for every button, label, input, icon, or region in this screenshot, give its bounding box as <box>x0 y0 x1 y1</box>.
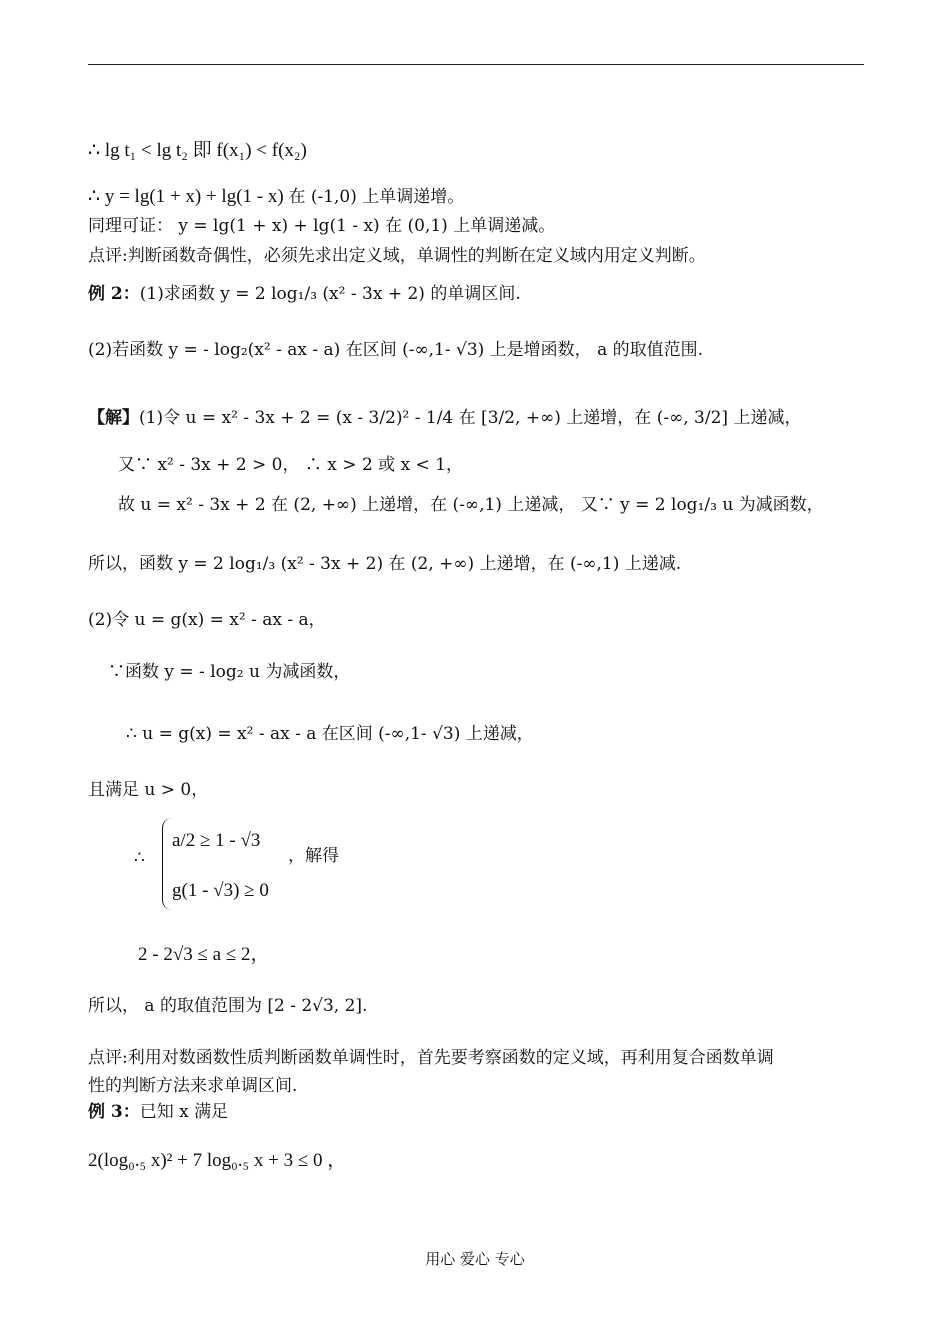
example-2-part-2: (2)若函数 y = - log₂(x² - ax - a) 在区间 (-∞,1- √3) 上是增函数， a 的取值范围. <box>88 340 704 360</box>
header-rule <box>88 64 864 65</box>
solution-6: ∵函数 y = - log₂ u 为减函数， <box>108 662 351 682</box>
solution-8: 且满足 u > 0， <box>88 780 209 800</box>
text: (1)令 u = x² - 3x + 2 = (x - 3/2)² - 1/4 在 [3/2, +∞) 上递增，在 (-∞, 3/2] 上递减， <box>139 408 802 428</box>
review-2b: 性的判断方法来求单调区间. <box>88 1076 298 1096</box>
system-top: a/2 ≥ 1 - √3 <box>172 830 261 851</box>
example-2-part-1 <box>88 284 521 304</box>
line-inequality-lg: ∴ lg t₁ < lg t₂ 即 f(x₁) < f(x₂) <box>88 140 307 161</box>
text: 已知 x 满足 <box>139 1102 229 1122</box>
solution-2: 又∵ x² - 3x + 2 > 0， ∴ x > 2 或 x < 1， <box>118 455 464 475</box>
solution-label: 【解】 <box>88 408 139 428</box>
solution-10: 所以， a 的取值范围为 [2 - 2√3, 2]. <box>88 996 368 1016</box>
text: 在 (-1,0) 上单调递增。 <box>288 187 465 207</box>
formula: ∴ y = lg(1 + x) + lg(1 - x) <box>88 186 289 207</box>
system-note: ，解得 <box>288 846 339 866</box>
text: 同理可证： y = lg(1 + x) + lg(1 - x) <box>88 216 386 236</box>
solution-1 <box>88 408 801 428</box>
solution-9: 2 - 2√3 ≤ a ≤ 2， <box>138 944 270 965</box>
line-increasing <box>88 186 464 209</box>
solution-4: 所以，函数 y = 2 log₁/₃ (x² - 3x + 2) 在 (2, +∞) 上递增，在 (-∞,1) 上递减. <box>88 554 682 574</box>
solution-7: ∴ u = g(x) = x² - ax - a 在区间 (-∞,1- √3) 上递减， <box>126 724 534 744</box>
text: (1)求函数 y = 2 log₁/₃ (x² - 3x + 2) 的单调区间. <box>139 284 521 304</box>
review-1: 点评:判断函数奇偶性，必须先求出定义域，单调性的判断在定义域内用定义判断。 <box>88 246 706 266</box>
example-3-equation: 2(log₀.₅ x)² + 7 log₀.₅ x + 3 ≤ 0 ， <box>88 1150 347 1171</box>
example-label: 例 3： <box>88 1102 140 1122</box>
system-bottom: g(1 - √3) ≥ 0 <box>172 880 269 901</box>
line-decreasing <box>88 216 555 236</box>
solution-5: (2)令 u = g(x) = x² - ax - a， <box>88 610 326 630</box>
example-3 <box>88 1102 228 1122</box>
solution-3: 故 u = x² - 3x + 2 在 (2, +∞) 上递增，在 (-∞,1) 上递减， 又∵ y = 2 log₁/₃ u 为减函数， <box>118 495 824 515</box>
system-therefore: ∴ <box>134 848 145 868</box>
review-2a: 点评:利用对数函数性质判断函数单调性时，首先要考察函数的定义域，再利用复合函数单调 <box>88 1048 774 1068</box>
text: 在 (0,1) 上单调递减。 <box>385 216 556 236</box>
page-footer: 用心 爱心 专心 <box>425 1250 525 1268</box>
example-label: 例 2： <box>88 284 140 304</box>
